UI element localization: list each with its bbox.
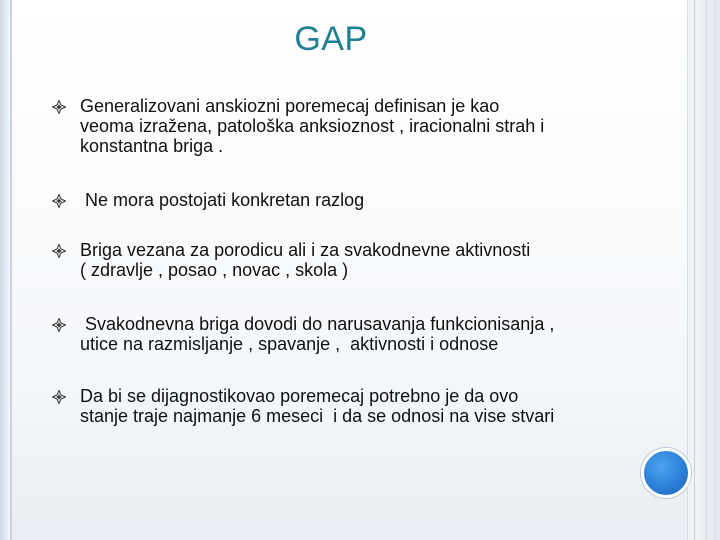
bullet-item — [52, 386, 652, 426]
frame-line — [714, 0, 715, 540]
bullet-text: Ne mora postojati konkretan razlog — [80, 190, 365, 210]
bullet-text: Svakodnevna briga dovodi do narusavanja funkcionisanja , utice na razmisljanje , spavanje , aktivnosti i odnose — [80, 314, 555, 354]
slide-title: GAP — [294, 20, 368, 58]
bullet-text: Generalizovani anskiozni poremecaj definisan je kao veoma izražena, patološka anksioznost , iracionalni strah i konstantna briga . — [80, 96, 545, 156]
accent-circle-decoration — [641, 448, 691, 498]
bullet-text: Briga vezana za porodicu ali i za svakodnevne aktivnosti ( zdravlje , posao , novac , skola ) — [80, 240, 531, 280]
diamond-star-bullet-icon — [52, 194, 66, 208]
diamond-star-bullet-icon — [52, 390, 66, 404]
frame-line — [694, 0, 695, 540]
bullet-text: Da bi se dijagnostikovao poremecaj potrebno je da ovo stanje traje najmanje 6 meseci i da se odnosi na vise stvari — [80, 386, 555, 426]
bullet-item — [52, 190, 652, 210]
bullet-item — [52, 314, 652, 354]
diamond-star-bullet-icon — [52, 244, 66, 258]
left-border-decoration — [0, 0, 12, 540]
bullet-item — [52, 96, 652, 156]
frame-line — [706, 0, 707, 540]
right-frame-decoration — [687, 0, 720, 540]
diamond-star-bullet-icon — [52, 100, 66, 114]
diamond-star-bullet-icon — [52, 318, 66, 332]
bullet-item — [52, 240, 652, 280]
